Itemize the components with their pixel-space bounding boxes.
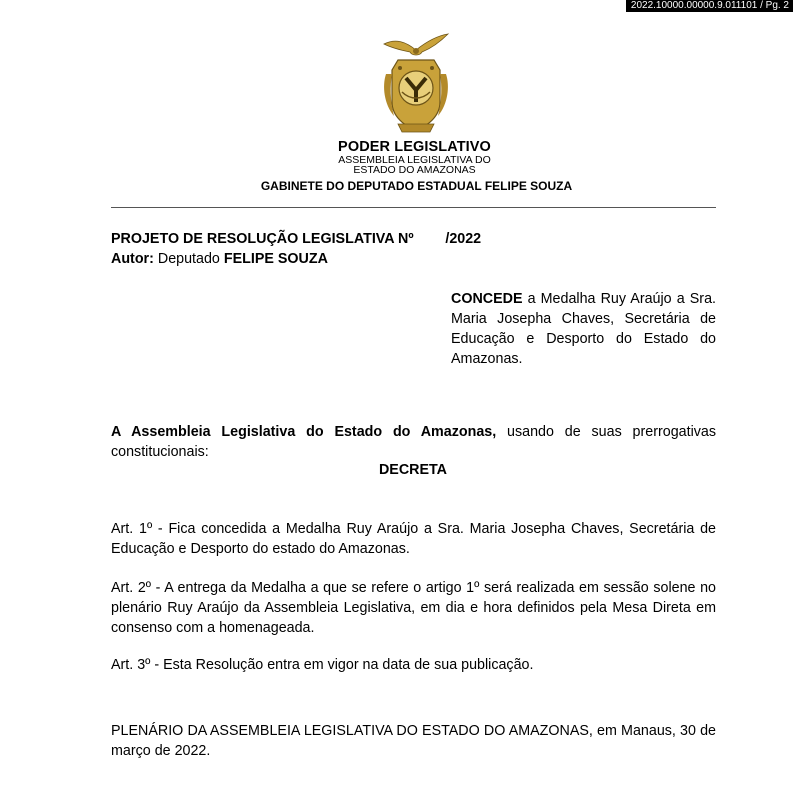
closing-statement: PLENÁRIO DA ASSEMBLEIA LEGISLATIVA DO ESTADO DO AMAZONAS, em Manaus, 30 de março de 2022. (111, 723, 716, 759)
header-assembly-line1: ASSEMBLEIA LEGISLATIVA DO (338, 154, 491, 166)
article-1: Art. 1º - Fica concedida a Medalha Ruy Araújo a Sra. Maria Josepha Chaves, Secretária de Educação e Desporto do estado do Amazonas. (111, 521, 716, 557)
ementa (451, 289, 716, 369)
ementa-verb: CONCEDE (451, 291, 523, 307)
document-author (111, 249, 328, 269)
header-assembly-line2: ESTADO DO AMAZONAS (353, 164, 476, 176)
preamble-bold: A Assembleia Legislativa do Estado do Amazonas, (111, 424, 497, 440)
page-stamp: 2022.10000.00000.9.011101 / Pg. 2 (626, 0, 793, 12)
author-label: Autor: (111, 251, 154, 267)
coat-of-arms-seal (376, 30, 456, 140)
preamble (111, 422, 716, 462)
author-prefix: Deputado (153, 251, 224, 267)
header-institution: PODER LEGISLATIVO (338, 139, 491, 155)
header-office: GABINETE DO DEPUTADO ESTADUAL FELIPE SOUZA (260, 179, 573, 193)
ementa-text: a Medalha Ruy Araújo a Sra. Maria Josepha Chaves, Secretária de Educação e Desporto do Estado do Amazonas. (451, 291, 716, 367)
article-3: Art. 3º - Esta Resolução entra em vigor na data de sua publicação. (111, 657, 534, 673)
decreta-heading: DECRETA (378, 462, 448, 478)
author-name: FELIPE SOUZA (223, 251, 328, 267)
header-divider (111, 207, 716, 208)
seal-ribbon (398, 124, 434, 132)
article-2: Art. 2º - A entrega da Medalha a que se refere o artigo 1º será realizada em sessão solene no plenário Ruy Araújo da Assembleia Legislativa, em dia e hora definidos pela Mesa Direta em consenso com a homenageada. (111, 580, 716, 636)
document-title: PROJETO DE RESOLUÇÃO LEGISLATIVA Nº /2022 (111, 231, 482, 247)
preamble-text: usando de suas prerrogativas constitucionais: (111, 424, 716, 460)
